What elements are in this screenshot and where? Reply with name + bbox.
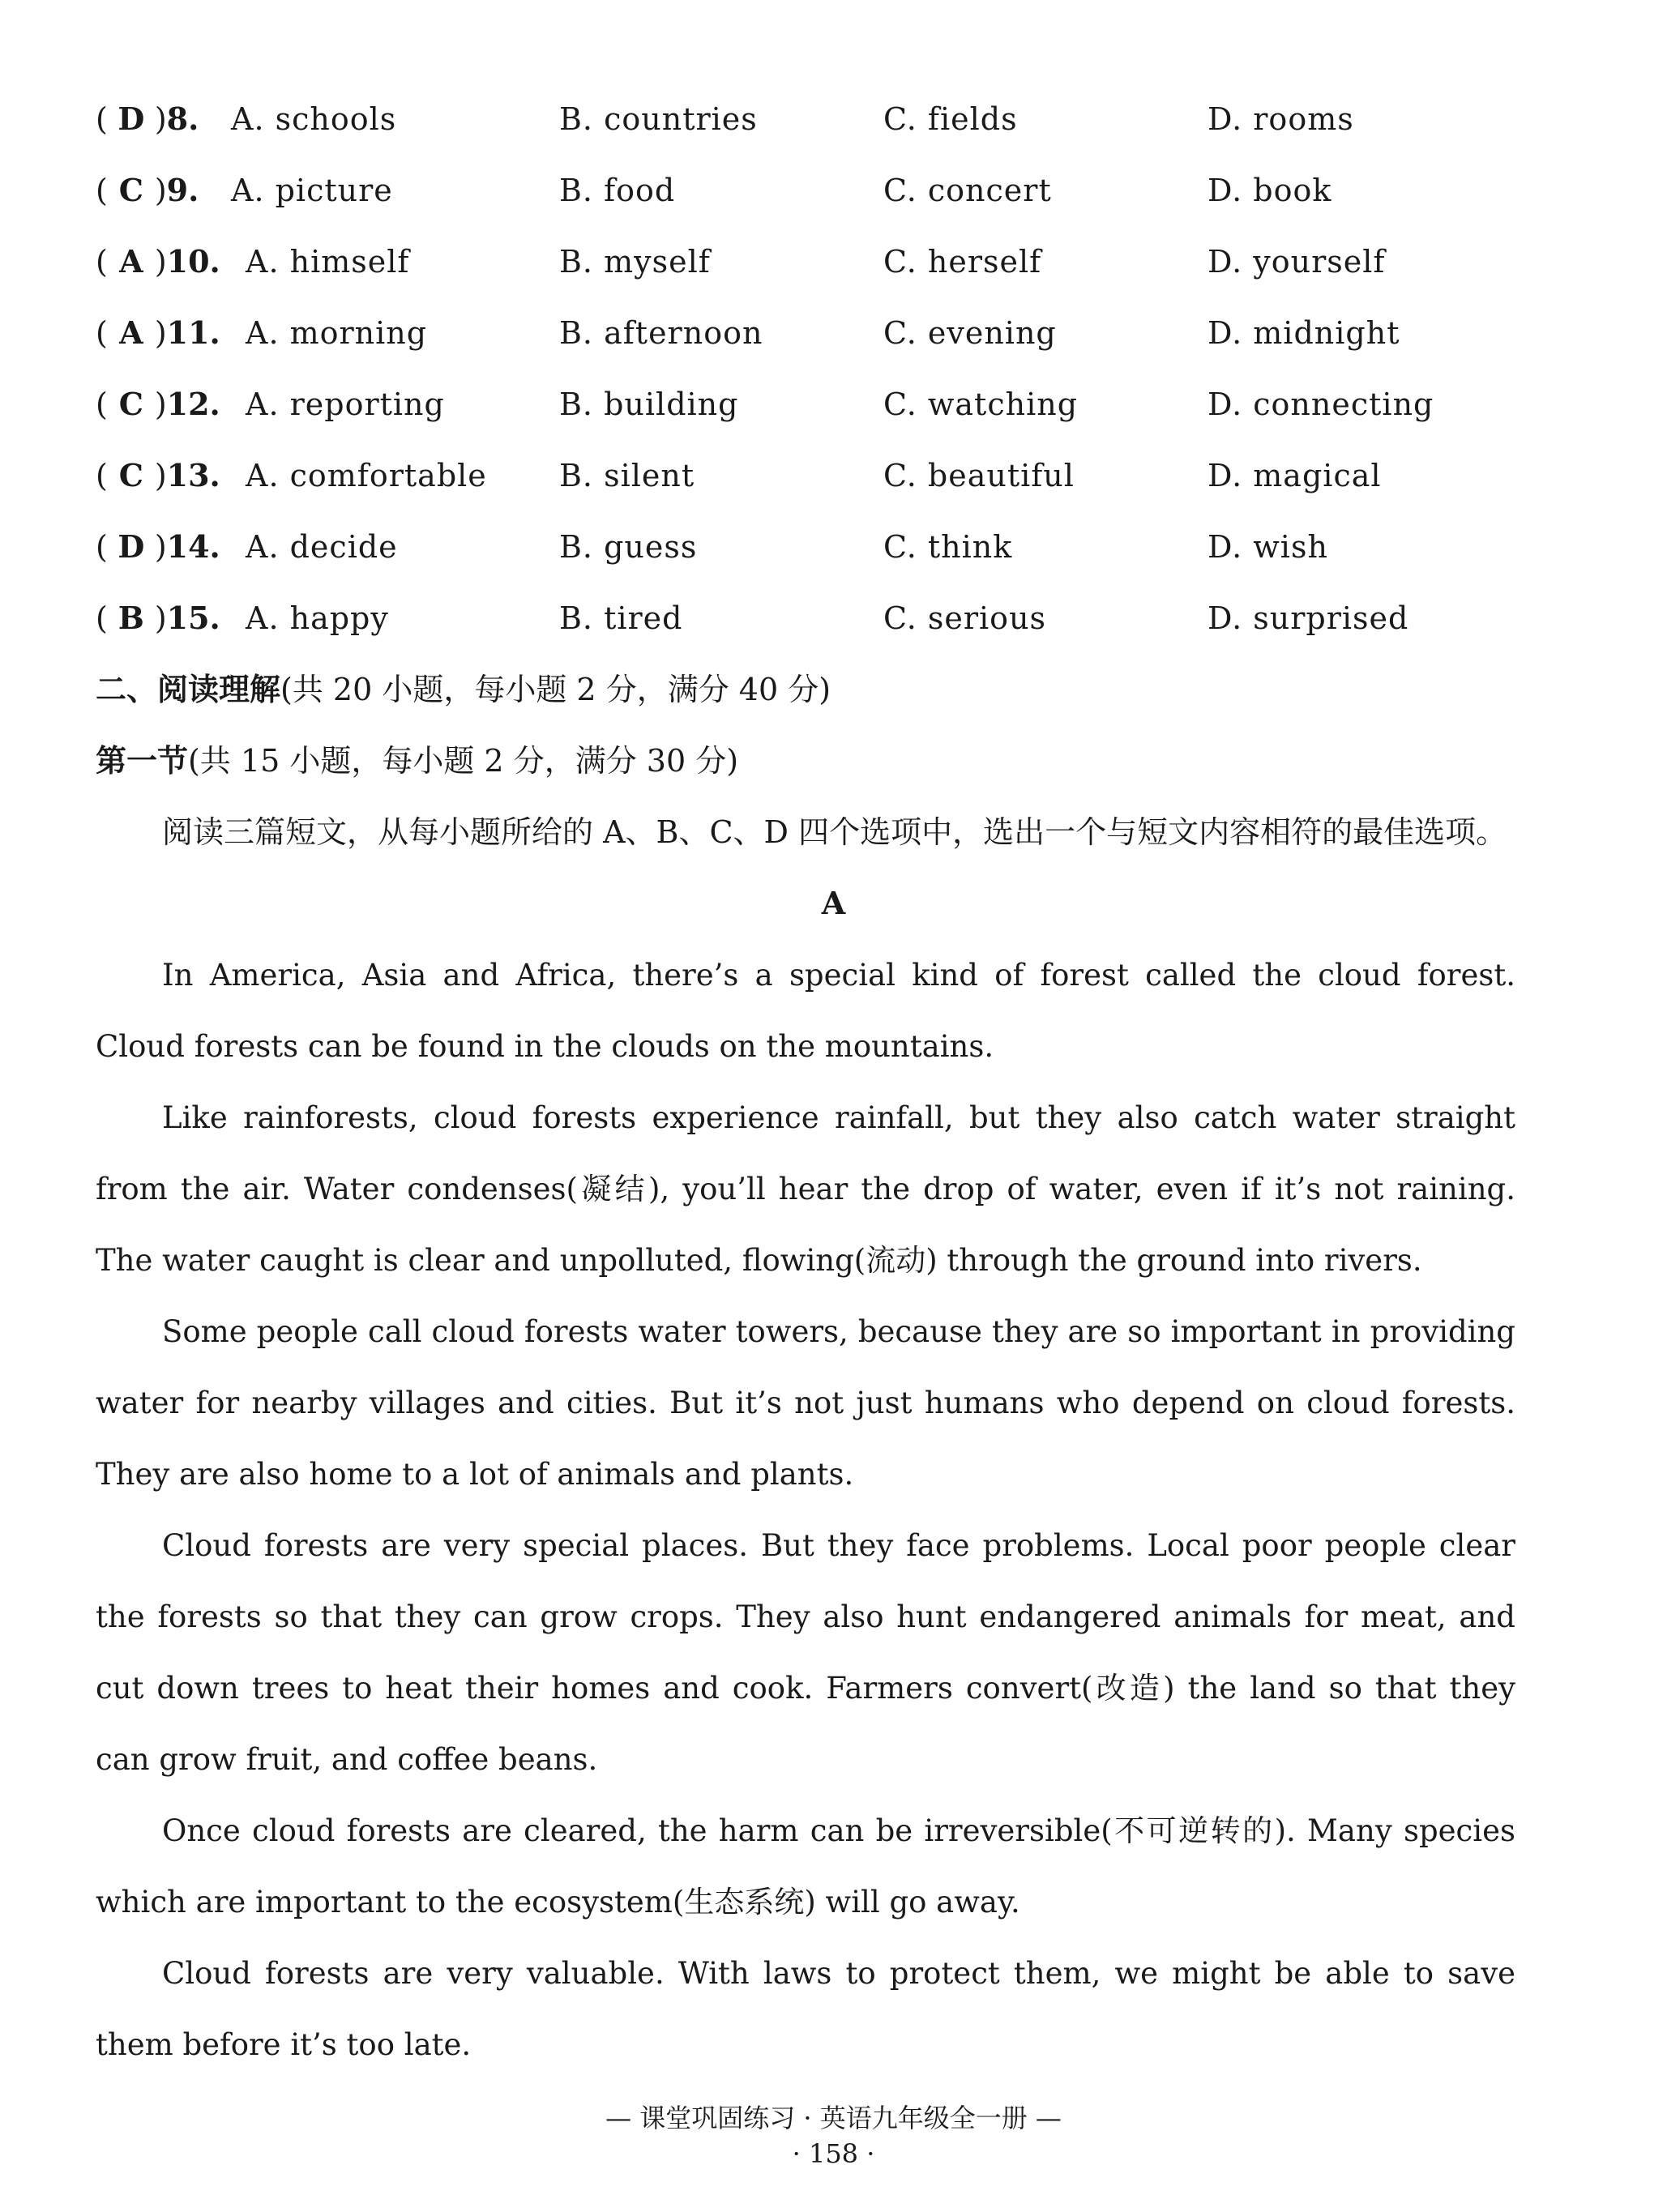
option-d: D. book: [1208, 173, 1332, 208]
option-b: B. silent: [559, 458, 695, 493]
option-c: C. concert: [883, 173, 1052, 208]
question-stem: ( B )15.: [96, 590, 220, 647]
passage-paragraph: Some people call cloud forests water towers, because they are so important in providing water for nearby villages and cities. But it’s not just humans who depend on cloud forests. They are also home to a lot of animals and plants.: [96, 1314, 1515, 1492]
part-note: (共 15 小题，每小题 2 分，满分 30 分): [188, 743, 739, 779]
passage-paragraph: Once cloud forests are cleared, the harm can be irreversible(不可逆转的). Many species which are important to the ecosystem(生态系统) will go away.: [96, 1813, 1515, 1919]
section-heading: [96, 661, 831, 718]
question-row: [96, 305, 1587, 361]
option-a: A. schools: [231, 101, 397, 137]
option-c: C. fields: [883, 101, 1018, 137]
option-d: D. rooms: [1208, 101, 1354, 137]
question-number: 9.: [166, 172, 199, 208]
option-a: A. reporting: [246, 386, 445, 422]
question-stem: ( C )12.: [96, 376, 220, 433]
option-b: B. afternoon: [559, 315, 763, 351]
passage-paragraph: Cloud forests are very valuable. With laws to protect them, we might be able to save them before it’s too late.: [96, 1956, 1515, 2062]
option-d: D. surprised: [1208, 600, 1409, 636]
question-row: [96, 233, 1587, 290]
answer-letter: A: [119, 243, 143, 280]
section-title: 二、阅读理解: [96, 671, 281, 707]
question-stem: ( C )9.: [96, 162, 199, 219]
option-a: A. morning: [246, 315, 428, 351]
question-number: 10.: [166, 243, 220, 280]
passage-paragraph: Cloud forests are very special places. But they face problems. Local poor people clear the forests so that they can grow crops. They also hunt endangered animals for meat, and cut down trees to heat their homes and cook. Farmers convert(改造) the land so that they can grow fruit, and coffee beans.: [96, 1528, 1515, 1777]
question-number: 8.: [166, 100, 199, 137]
option-b: B. myself: [559, 244, 711, 280]
question-row: [96, 519, 1587, 575]
option-a: A. happy: [246, 600, 389, 636]
option-c: C. beautiful: [883, 458, 1075, 493]
option-c: C. evening: [883, 315, 1057, 351]
part-title: 第一节: [96, 742, 189, 779]
option-a: A. decide: [246, 529, 398, 565]
answer-letter: C: [118, 386, 143, 422]
option-b: B. tired: [559, 600, 683, 636]
question-row: [96, 162, 1587, 219]
answer-letter: C: [118, 172, 143, 208]
question-number: 13.: [166, 457, 220, 493]
question-stem: ( A )10.: [96, 233, 220, 290]
instruction-text: 阅读三篇短文，从每小题所给的 A、B、C、D 四个选项中，选出一个与短文内容相符的最佳选项。: [162, 814, 1507, 850]
question-row: [96, 590, 1587, 647]
option-d: D. connecting: [1208, 386, 1434, 422]
passage-paragraph: Like rainforests, cloud forests experience rainfall, but they also catch water straight from the air. Water condenses(凝结), you’ll hear the drop of water, even if it’s not raining. The water caught is clear and unpolluted, flowing(流动) through the ground into rivers.: [96, 1100, 1515, 1278]
passage-paragraph: In America, Asia and Africa, there’s a special kind of forest called the cloud forest. Cloud forests can be found in the clouds on the mountains.: [96, 958, 1515, 1064]
option-a: A. comfortable: [246, 458, 487, 493]
option-c: C. serious: [883, 600, 1047, 636]
question-stem: ( D )14.: [96, 519, 220, 575]
option-c: C. watching: [883, 386, 1079, 422]
option-d: D. magical: [1208, 458, 1382, 493]
question-number: 15.: [166, 600, 220, 636]
option-d: D. wish: [1208, 529, 1328, 565]
section-note: (共 20 小题，每小题 2 分，满分 40 分): [280, 672, 831, 707]
question-number: 14.: [166, 528, 220, 565]
option-b: B. countries: [559, 101, 758, 137]
answer-letter: C: [118, 457, 143, 493]
question-number: 12.: [166, 386, 220, 422]
page-number: · 158 ·: [792, 2138, 875, 2169]
option-b: B. guess: [559, 529, 698, 565]
option-a: A. himself: [246, 244, 410, 280]
question-stem: ( D )8.: [96, 91, 199, 147]
option-d: D. yourself: [1208, 244, 1386, 280]
option-d: D. midnight: [1208, 315, 1400, 351]
question-number: 11.: [166, 314, 220, 351]
option-a: A. picture: [231, 173, 393, 208]
part-heading: [96, 732, 738, 789]
answer-letter: D: [118, 100, 145, 137]
option-b: B. building: [559, 386, 739, 422]
question-row: [96, 376, 1587, 433]
option-b: B. food: [559, 173, 676, 208]
question-row: [96, 91, 1587, 147]
question-row: [96, 447, 1587, 504]
option-c: C. herself: [883, 244, 1042, 280]
footer-book-title: — 课堂巩固练习 · 英语九年级全一册 —: [605, 2103, 1062, 2133]
question-stem: ( C )13.: [96, 447, 220, 504]
answer-letter: A: [119, 314, 143, 351]
option-c: C. think: [883, 529, 1013, 565]
answer-letter: D: [118, 528, 145, 565]
question-stem: ( A )11.: [96, 305, 220, 361]
passage-label: A: [821, 885, 846, 921]
answer-letter: B: [118, 600, 144, 636]
